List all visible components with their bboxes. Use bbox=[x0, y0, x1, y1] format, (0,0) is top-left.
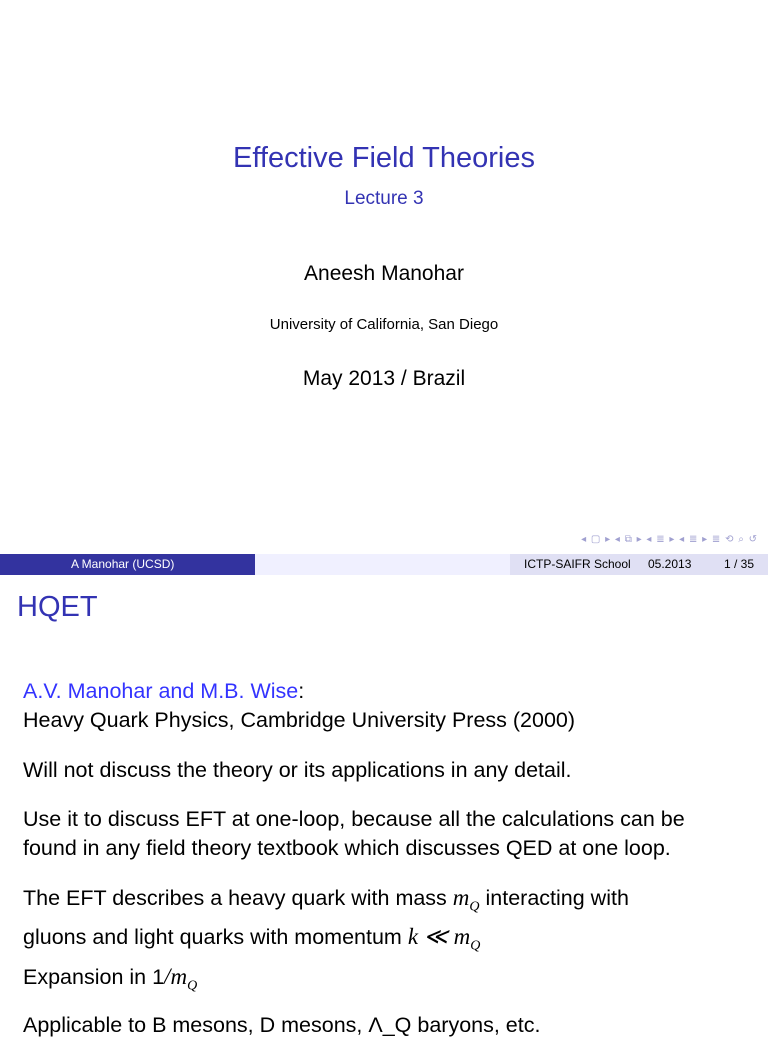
frame-title: HQET bbox=[17, 591, 98, 623]
paragraph-eft-description: The EFT describes a heavy quark with mass $m_Q$ interacting with gluons and light quarks with momentum k ≪ $m_Q$ bbox=[23, 885, 629, 954]
footer-page-number: 1 / 35 bbox=[723, 557, 754, 571]
reference-paragraph: A.V. Manohar and M.B. Wise: Heavy Quark Physics, Cambridge University Press (2000) bbox=[23, 679, 576, 732]
presentation-date: May 2013 / Brazil bbox=[302, 367, 466, 390]
math-mq: $m_Q$ bbox=[170, 964, 198, 994]
math-mq: $m_Q$ bbox=[452, 885, 480, 915]
math-mq: $m_Q$ bbox=[453, 923, 481, 954]
slide-footer bbox=[0, 554, 768, 575]
presentation-subtitle: Lecture 3 bbox=[344, 188, 424, 209]
author-name: Aneesh Manohar bbox=[304, 262, 464, 285]
paragraph-scope: Will not discuss the theory or its applications in any detail. bbox=[23, 758, 572, 782]
paragraph-expansion: Expansion in $1/m_Q$ bbox=[23, 964, 198, 994]
institute: University of California, San Diego bbox=[269, 316, 499, 333]
hqet-slide bbox=[0, 575, 768, 1037]
footer-date: 05.2013 bbox=[648, 557, 692, 571]
footer-author: A Manohar (UCSD) bbox=[71, 557, 175, 571]
math-k: k bbox=[407, 923, 419, 949]
reference-authors: A.V. Manohar and M.B. Wise bbox=[23, 679, 299, 703]
presentation-title: Effective Field Theories bbox=[233, 142, 535, 174]
paragraph-applicability: Applicable to B mesons, D mesons, Λ_Q baryons, etc. bbox=[23, 1013, 541, 1037]
paragraph-one-loop: Use it to discuss EFT at one-loop, because all the calculations can be found in any field theory textbook which discusses QED at one loop. bbox=[23, 807, 685, 860]
reference-book: Heavy Quark Physics, Cambridge University Press (2000) bbox=[23, 708, 576, 732]
beamer-navigation-icons[interactable]: ◂ ▢ ▸ ◂ ⧉ ▸ ◂ ≣ ▸ ◂ ≣ ▸ ≣ ⟲ ⌕ ↺ bbox=[581, 534, 758, 545]
footer-author-box bbox=[0, 554, 255, 575]
footer-info-box bbox=[510, 554, 768, 575]
footer-middle-box bbox=[255, 554, 510, 575]
footer-school: ICTP-SAIFR School bbox=[524, 557, 631, 571]
